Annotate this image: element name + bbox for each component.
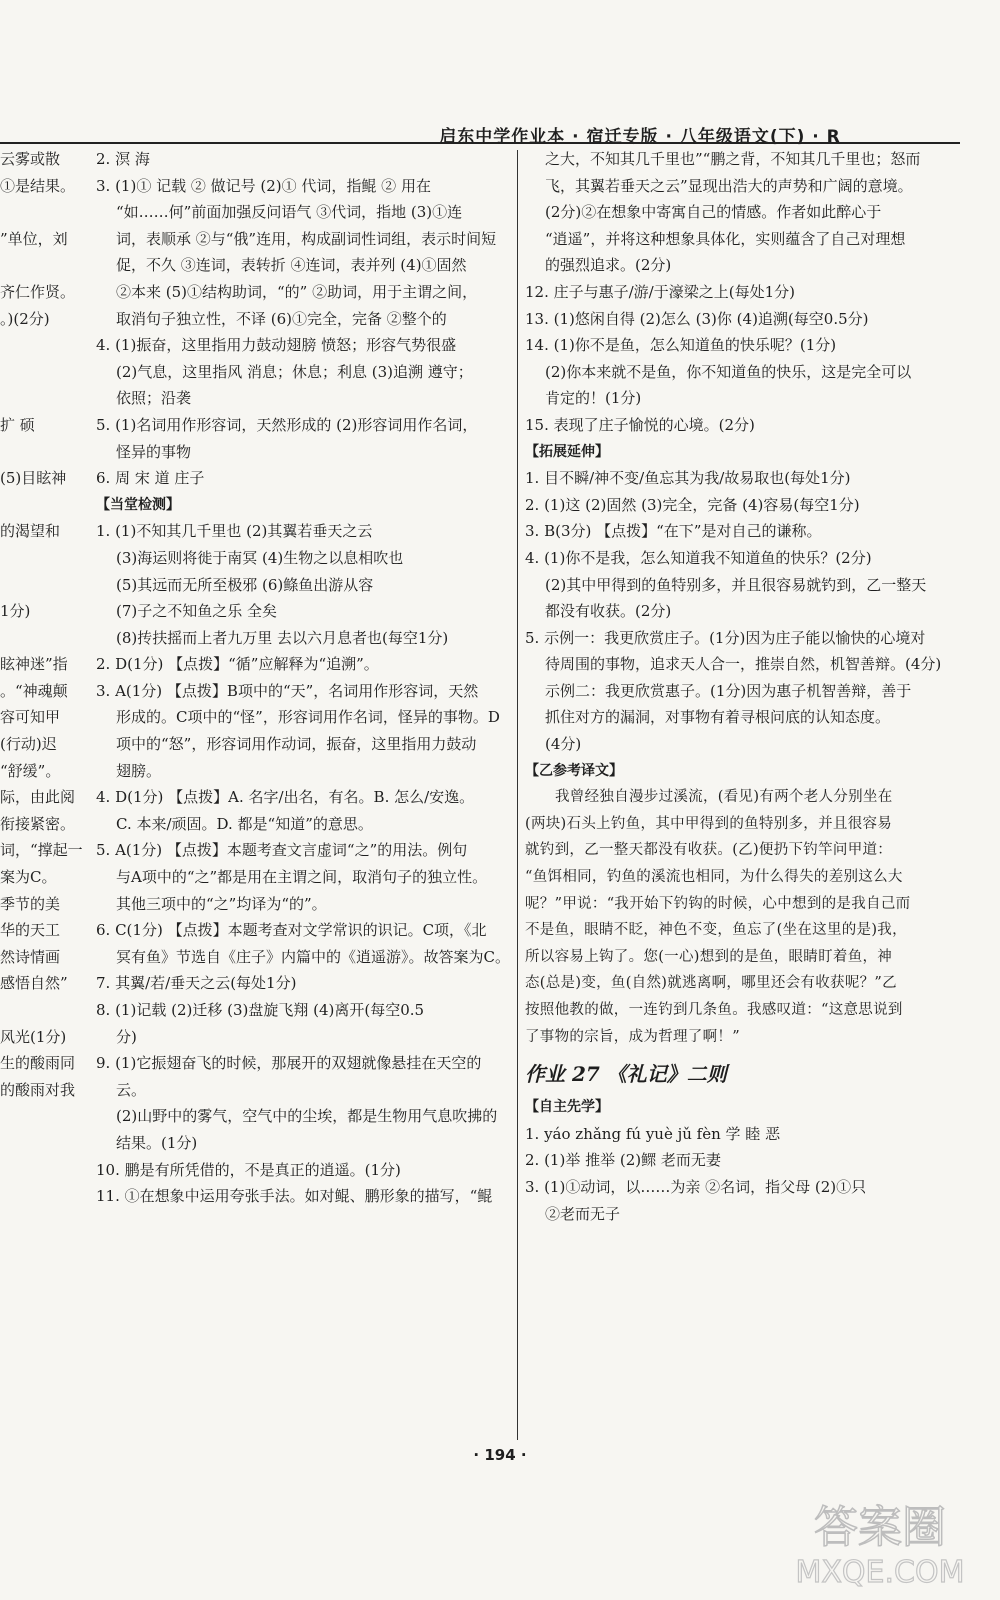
text-line: 结果。(1分) [116,1133,198,1152]
text-line: (4分) [545,735,582,754]
text-line: 13. (1)悠闲自得 (2)怎么 (3)你 (4)追溯(每空0.5分) [525,309,869,328]
text-line: 都没有收获。(2分) [545,602,672,621]
text-line: 然诗情画 [0,947,61,966]
text-line: 怪异的事物 [116,442,192,461]
text-line: 肯定的！(1分) [545,389,642,408]
text-line: 翅膀。 [116,761,162,780]
right-answers-block [525,146,965,784]
text-line: (2)你本来就不是鱼，你不知道鱼的快乐，这是完全可以 [545,362,912,381]
text-line: 2. 溟 海 [96,150,150,168]
text-line: (8)抟扶摇而上者九万里 去以六月息者也(每空1分) [116,628,449,647]
text-line: 5. A(1分) 【点拨】本题考查文言虚词“之”的用法。例句 [96,841,468,860]
translation-block [525,784,965,1050]
text-line: 态(总是)变，鱼(自然)就逃离啊，哪里还会有收获呢？”乙 [525,975,897,992]
text-line: 齐仁作贤。 [0,282,76,301]
text-line: 9. (1)它振翅奋飞的时候，那展开的双翅就像悬挂在天空的 [96,1054,482,1073]
text-line: “舒缓”。 [0,761,61,780]
text-line: 1. 目不瞬/神不变/鱼忘其为我/故易取也(每处1分) [525,469,851,488]
text-line: 。)(2分) [0,309,50,328]
text-line: 6. 周 宋 道 庄子 [96,469,205,488]
text-line: 际，由此阅 [0,788,76,807]
text-line: 冥有鱼》节选自《庄子》内篇中的《逍遥游》。故答案为C。 [116,947,510,966]
text-line [0,385,84,412]
text-line [0,439,84,466]
page-header: 启东中学作业本 · 宿迁专版 · 八年级语文(下) · R [439,127,841,147]
text-line: 【当堂检测】 [96,496,180,513]
text-line: 促，不久 ③连词，表转折 ④连词，表并列 (4)①固然 [116,256,467,275]
text-line: 14. (1)你不是鱼，怎么知道鱼的快乐呢？(1分) [525,336,837,355]
text-line: (7)子之不知鱼之乐 全矣 [116,602,278,621]
text-line: 案为C。 [0,868,57,887]
right-column [525,146,965,1227]
text-line: (2分)②在想象中寄寓自己的情感。作者如此醉心于 [545,203,882,222]
text-line [0,252,84,279]
text-line: 11. ①在想象中运用夸张手法。如对鲲、鹏形象的描写，“鲲 [96,1187,493,1206]
text-line: 10. 鹏是有所凭借的，不是真正的逍遥。(1分) [96,1160,401,1179]
text-line: 飞，其翼若垂天之云”显现出浩大的声势和广阔的意境。 [545,176,913,195]
middle-column [96,146,511,1210]
text-line: (行动)迟 [0,735,57,754]
text-line: 1分) [0,602,31,621]
text-line [0,359,84,386]
text-line: 4. D(1分) 【点拨】A. 名字/出名，有名。B. 怎么/安逸。 [96,788,475,807]
text-line: 的渴望和 [0,522,61,541]
text-line: 分) [116,1027,137,1046]
text-line: 我曾经独自漫步过溪流，(看见)有两个老人分别坐在 [555,789,893,806]
text-line: 感悟自然” [0,974,68,993]
text-line: (3)海运则将徙于南冥 (4)生物之以息相吹也 [116,548,404,567]
text-line: 云。 [116,1080,147,1099]
text-line: 与A项中的“之”都是用在主谓之间，取消句子的独立性。 [116,868,488,887]
watermark-domain: MXQE.COM [795,1555,965,1590]
text-line: ”单位，刘 [0,229,68,248]
text-line: 的酸雨对我 [0,1080,76,1099]
self-study-block [525,1094,965,1227]
text-line: 【自主先学】 [525,1099,609,1116]
text-line: 2. D(1分) 【点拨】“循”应解释为“追溯”。 [96,655,379,674]
text-line [0,572,84,599]
text-line: 的强烈追求。(2分) [545,256,672,275]
text-line: ②本来 (5)①结构助词，“的” ②助词，用于主谓之间， [116,282,478,301]
text-line: 3. A(1分) 【点拨】B项中的“天”，名词用作形容词，天然 [96,681,479,700]
text-line: 华的天工 [0,921,61,940]
text-line: ②老而无子 [545,1204,621,1223]
text-line: C. 本来/顽固。D. 都是“知道”的意思。 [116,814,373,833]
text-line: 词，表顺承 ②与“俄”连用，构成副词性词组，表示时间短 [116,229,497,248]
text-line: 7. 其翼/若/垂天之云(每处1分) [96,974,297,993]
text-line: 就钓到，乙一整天都没有收获。(乙)便扔下钓竿问甲道： [525,842,893,859]
text-line: 按照他教的做，一连钓到几条鱼。我感叹道：“这意思说到 [525,1002,903,1018]
text-line: 2. (1)举 推举 (2)鳏 老而无妻 [525,1151,721,1170]
text-line [0,332,84,359]
text-line: 4. (1)你不是我，怎么知道我不知道鱼的快乐？(2分) [525,548,872,567]
text-line: 【乙参考译文】 [525,762,623,779]
text-line: 项中的“怒”，形容词用作动词，振奋，这里指用力鼓动 [116,735,477,754]
page-number: · 194 · [473,1446,527,1464]
text-line: 5. 示例一：我更欣赏庄子。(1分)因为庄子能以愉快的心境对 [525,628,926,647]
text-line: 8. (1)记载 (2)迁移 (3)盘旋飞翔 (4)离开(每空0.5 [96,1001,425,1019]
text-line: 待周围的事物，追求天人合一，推崇自然，机智善辩。(4分) [545,655,942,674]
text-line: 5. (1)名词用作形容词，天然形成的 (2)形容词用作名词， [96,415,478,434]
text-line [0,625,84,652]
text-line: 2. (1)这 (2)固然 (3)完全，完备 (4)容易(每空1分) [525,495,860,514]
text-line: 。“神魂颠 [0,681,68,700]
text-line: 1. (1)不知其几千里也 (2)其翼若垂天之云 [96,522,373,541]
text-line [0,997,84,1024]
text-line: 呢？”甲说：“我开始下钓钩的时候，心中想到的是我自己而 [525,895,911,912]
text-line: 6. C(1分) 【点拨】本题考查对文学常识的识记。C项，《北 [96,921,487,940]
text-line: 了事物的宗旨，成为哲理了啊！” [525,1028,740,1045]
text-line: 依照；沿袭 [116,389,192,408]
text-line [0,199,84,226]
watermark-logo [780,1490,990,1595]
text-line: 15. 表现了庄子愉悦的心境。(2分) [525,415,755,434]
text-line: 季节的美 [0,894,61,913]
text-line: 3. B(3分) 【点拨】“在下”是对自己的谦称。 [525,522,822,541]
column-divider [517,150,518,1440]
text-line: 4. (1)振奋，这里指用力鼓动翅膀 愤怒；形容气势很盛 [96,336,457,355]
text-line: (2)其中甲得到的鱼特别多，并且很容易就钓到，乙一整天 [545,575,927,594]
text-line: 衔接紧密。 [0,814,76,833]
text-line: (5)目眩神 [0,469,67,488]
text-line [0,492,84,519]
text-line: (2)气息，这里指风 消息；休息；利息 (3)追溯 遵守； [116,362,473,381]
text-line: 形成的。C项中的“怪”，形容词用作名词，怪异的事物。D [116,708,500,727]
text-line: (2)山野中的雾气，空气中的尘埃，都是生物用气息吹拂的 [116,1107,498,1126]
text-line: 风光(1分) [0,1027,67,1046]
text-line: ①是结果。 [0,176,76,195]
text-line: “鱼饵相同，钓鱼的溪流也相同，为什么得失的差别这么大 [525,869,903,886]
text-line: 其他三项中的“之”均译为“的”。 [116,894,327,913]
text-line: 生的酸雨同 [0,1054,76,1073]
text-line: 【拓展延伸】 [525,443,609,460]
text-line: 云雾或散 [0,150,61,168]
text-line: 3. (1)① 记载 ② 做记号 (2)① 代词，指鲲 ② 用在 [96,176,431,195]
text-line: 眩神迷”指 [0,655,68,674]
text-line: 容可知甲 [0,708,61,727]
text-line: 示例二：我更欣赏惠子。(1分)因为惠子机智善辩，善于 [545,681,912,700]
text-line: (两块)石头上钓鱼，其中甲得到的鱼特别多，并且很容易 [525,815,893,832]
text-line: 3. (1)①动词，以……为亲 ②名词，指父母 (2)①只 [525,1177,867,1196]
text-line: 不是鱼，眼睛不眨，神色不变，鱼忘了(坐在这里的是)我， [525,922,907,939]
text-line: 所以容易上钩了。您(一心)想到的是鱼，眼睛盯着鱼，神 [525,948,893,965]
text-line: (5)其远而无所至极邪 (6)鲦鱼出游从容 [116,575,374,594]
left-column-fragment [0,146,84,1103]
homework-title: 作业 27 《礼记》二则 [525,1062,727,1087]
text-line [0,545,84,572]
text-line: 1. yáo zhǎng fú yuè jǔ fèn 学 睦 恶 [525,1124,781,1143]
text-line: 之大，不知其几千里也”“鹏之背，不知其几千里也；怒而 [545,150,921,168]
text-line: 取消句子独立性，不译 (6)①完全，完备 ②整个的 [116,309,447,328]
header-rule [0,142,960,144]
text-line: 抓住对方的漏洞，对事物有着寻根问底的认知态度。 [545,708,891,727]
text-line: 扩 硕 [0,415,35,434]
text-line: 词，“撑起一 [0,841,83,860]
text-line: “如……何”前面加强反问语气 ③代词，指地 (3)①连 [116,203,463,222]
text-line: “逍遥”，并将这种想象具体化，实则蕴含了自己对理想 [545,229,906,248]
watermark-brand: 答案圈 [814,1502,946,1553]
text-line: 12. 庄子与惠子/游/于濠梁之上(每处1分) [525,282,795,301]
